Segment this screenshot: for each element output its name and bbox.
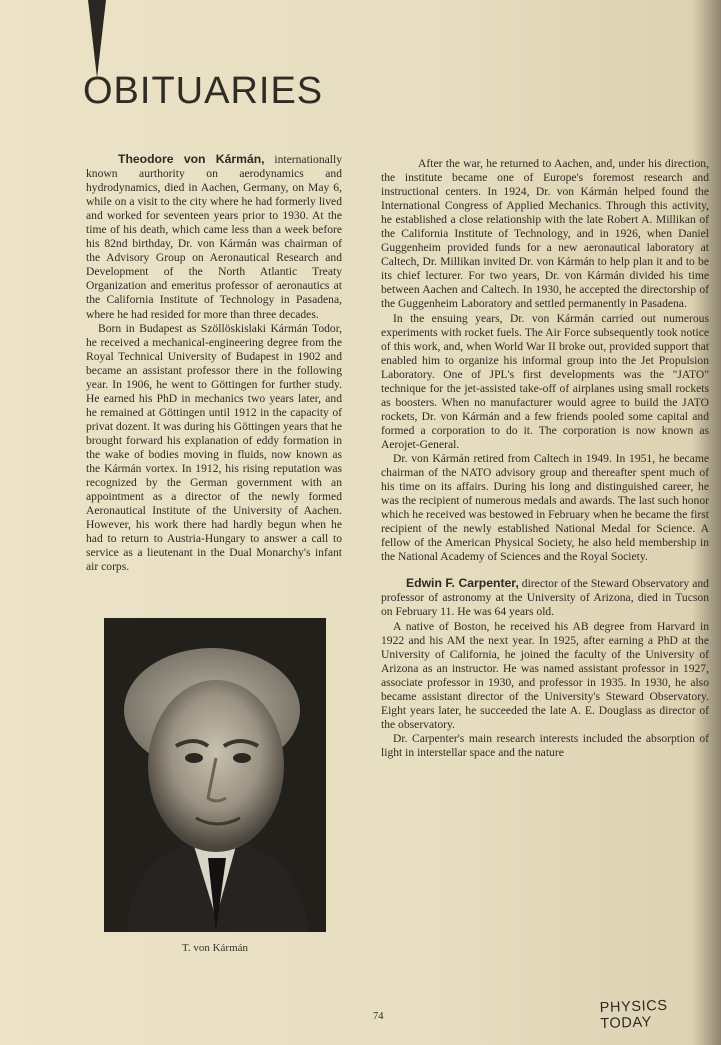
publication-title: PHYSICS TODAY — [599, 997, 668, 1033]
obituary-paragraph: In the ensuing years, Dr. von Kármán carried out numerous experiments with rocket fuels. The Air Force subsequently took notice of this work, and, when World War II broke out, provided support that enabled him to organize his informal group into the Jet Propulsion Laboratory. One of JPL's first developments was the "JATO" technique for the jet-assisted take-off of airplanes using small rockets as boosters. When no manufacturer would agree to build the JATO rockets, Dr. von Kármán and a few friends pooled some capital and formed a corporation to do it. The corporation is now known as Aerojet-General. — [381, 311, 709, 451]
photo-caption: T. von Kármán — [181, 942, 249, 954]
obituary-paragraph: Theodore von Kármán, internationally known aurthority on aerodynamics and hydrodynamics, died in Aachen, Germany, on May 6, while on a visit to the city where he had formerly lived and worked for seventeen years prior to 1930. At the time of his death, which came less than a week before his 82nd birthday, Dr. von Kármán was chairman of the Advisory Group on Aeronautical Research and Development of the North Atlantic Treaty Organization and emeritus professor of aeronautics at the California Institute of Technology in Pasadena, where he had resided for more than three decades. — [86, 152, 343, 321]
obituary-paragraph: After the war, he returned to Aachen, and, under his direction, the institute became one of Europe's foremost research and instructional centers. In 1924, Dr. von Kármán helped found the International Congress of Applied Mechanics. Through this activity, he established a close relationship with the late Robert A. Millikan of the California Institute of Technology, and in 1926, when Daniel Guggenheim provided funds for a new aeronautical laboratory at Caltech, Dr. Millikan invited Dr. von Kármán to help plan it and to be its chief lecturer. For two years, Dr. von Kármán divided his time between Aachen and Caltech. In 1930, he accepted the directorship of the Guggenheim Laboratory and settled permanently in Pasadena. — [381, 157, 709, 311]
obituary-name: Edwin F. Carpenter, — [406, 576, 519, 591]
obituary-paragraph: A native of Boston, he received his AB degree from Harvard in 1922 and his AM the next year. In 1925, after earning a PhD at the University of California, he joined the faculty of the University of Arizona as an instructor. He was named assistant professor in 1927, associate professor in 1930, and professor in 1935. In 1930, he also became assistant director of the University's Steward Observatory. Eight years later, he succeeded the late A. E. Douglass as director of the observatory. — [381, 619, 709, 731]
obituary-paragraph: Dr. Carpenter's main research interests included the absorption of light in interstellar space and the nature — [381, 731, 709, 759]
obituary-paragraph: Edwin F. Carpenter, director of the Steward Observatory and professor of astronomy at the University of Arizona, died in Tucson on February 11. He was 64 years old. — [381, 576, 709, 619]
portrait-photo — [104, 618, 326, 932]
obituary-paragraph: Born in Budapest as Szöllöskislaki Kármán Todor, he received a mechanical-engineering degree from the Royal Technical University of Budapest in 1902 and became an assistant professor there in the following year. In 1906, he went to Göttingen for further study. He earned his PhD in mechanics two years later, and he remained at Göttingen until 1912 in the capacity of privat dozent. It was during his Göttingen years that he brought forward his explanation of eddy formation in the wake of bodies moving in fluids, now known as the Kármán vortex. In 1912, his rising reputation was recognized by the German government with an appointment as a director of the newly formed Aeronautical Institute of the University of Aachen. However, his work there had hardly begun when he had to return to Austria-Hungary to answer a call to service as a lieutenant in the Dual Monarchy's infant air corps. — [86, 321, 342, 574]
obituary-name: Theodore von Kármán, — [118, 152, 265, 166]
section-title: OBITUARIES — [83, 70, 324, 112]
page-number: 74 — [373, 1011, 384, 1022]
section-marker — [88, 0, 106, 78]
right-column — [381, 157, 709, 760]
portrait-illustration — [104, 618, 326, 932]
left-column — [86, 152, 342, 574]
obituary-paragraph: Dr. von Kármán retired from Caltech in 1949. In 1951, he became chairman of the NATO advisory group and thereafter spent much of his time on its affairs. During his long and distinguished career, he was the recipient of numerous medals and awards. The last such honor which he received was bestowed in February when he became the first recipient of the newly established National Medal for Science. A fellow of the American Physical Society, he also held membership in the National Academy of Sciences and the Royal Society. — [381, 451, 709, 564]
